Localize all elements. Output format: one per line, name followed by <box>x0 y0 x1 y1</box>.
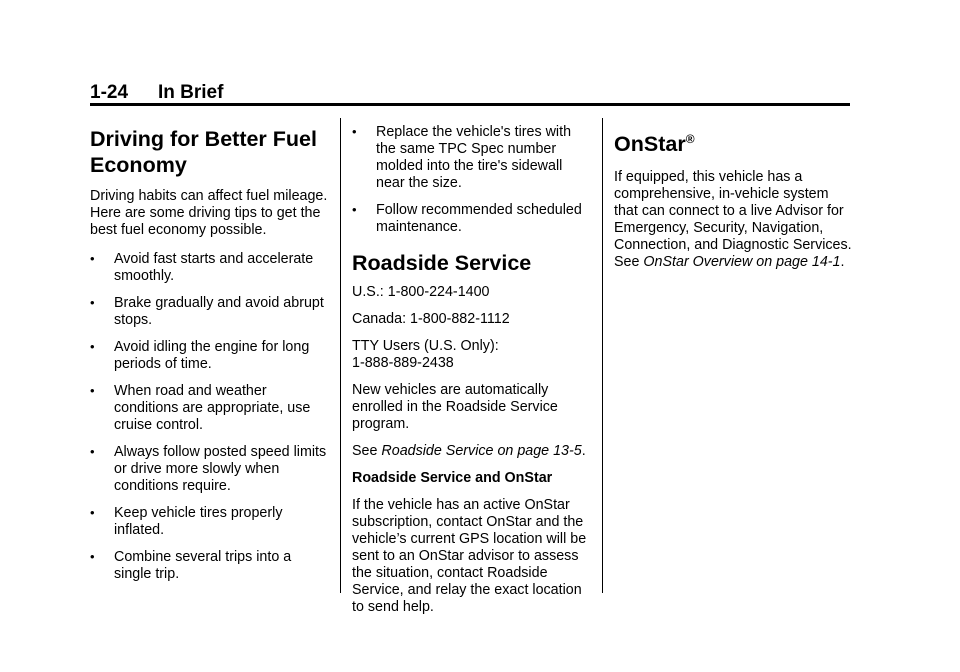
bullet-icon: • <box>90 505 95 520</box>
page-number: 1-24 <box>90 82 129 103</box>
tty-phone: 1-888-889-2438 <box>352 355 454 371</box>
list-item <box>90 505 330 539</box>
list-item <box>90 549 330 583</box>
tip-text: Avoid fast starts and accelerate smoothly. <box>114 251 314 284</box>
tip-text: When road and weather conditions are appropriate, use cruise control. <box>114 383 311 433</box>
bullet-icon: • <box>352 124 357 139</box>
section-title: In Brief <box>158 82 224 103</box>
fuel-economy-intro: Driving habits can affect fuel mileage. Here are some driving tips to get the best fuel economy possible. <box>90 188 328 238</box>
us-phone: U.S.: 1-800-224-1400 <box>352 284 490 300</box>
bullet-icon: • <box>90 444 95 459</box>
list-item <box>90 295 330 329</box>
bullet-icon: • <box>90 295 95 310</box>
list-item <box>352 202 592 236</box>
onstar-body-text: If equipped, this vehicle has a comprehensive, in-vehicle system that can connect to a live Advisor for Emergency, Security, Navigation, Connection, and Diagnostic Services. See <box>614 169 852 271</box>
see-reference <box>352 443 592 460</box>
column-roadside <box>352 118 592 626</box>
tty-label: TTY Users (U.S. Only): <box>352 338 499 354</box>
list-item <box>352 124 592 192</box>
column-divider <box>340 118 341 593</box>
bullet-icon: • <box>90 549 95 564</box>
see-suffix: . <box>581 443 586 459</box>
bullet-icon: • <box>352 202 357 217</box>
list-item <box>90 383 330 434</box>
tip-text: Keep vehicle tires properly inflated. <box>114 505 283 538</box>
roadside-onstar-text: If the vehicle has an active OnStar subscription, contact OnStar and the vehicle’s current GPS location will be sent to an OnStar advisor to assess the situation, contact Roadside Service, and relay the exact location to send help. <box>352 497 587 615</box>
registered-mark: ® <box>685 132 695 146</box>
column-divider <box>602 118 603 593</box>
fuel-tips-list <box>90 251 330 583</box>
tip-text: Replace the vehicle's tires with the same TPC Spec number molded into the tire's sidewall near the size. <box>376 124 572 191</box>
fuel-tips-list-continued <box>352 124 592 236</box>
roadside-onstar-subheading: Roadside Service and OnStar <box>352 470 553 486</box>
fuel-economy-heading: Driving for Better Fuel Economy <box>90 127 317 177</box>
bullet-icon: • <box>90 383 95 398</box>
tip-text: Combine several trips into a single trip. <box>114 549 292 582</box>
list-item <box>90 251 330 285</box>
list-item <box>90 444 330 495</box>
header-divider <box>90 103 850 106</box>
list-item <box>90 339 330 373</box>
tip-text: Follow recommended scheduled maintenance. <box>376 202 582 235</box>
onstar-heading-text: OnStar <box>614 132 686 157</box>
tty-phone-block <box>352 338 592 372</box>
roadside-service-link[interactable]: Roadside Service on page 13-5 <box>381 443 582 459</box>
onstar-body <box>614 169 854 271</box>
roadside-service-heading: Roadside Service <box>352 251 532 275</box>
onstar-overview-link[interactable]: OnStar Overview on page 14-1 <box>643 254 841 271</box>
column-onstar <box>614 118 854 281</box>
onstar-body-suffix: . <box>840 254 845 271</box>
tip-text: Brake gradually and avoid abrupt stops. <box>114 295 324 328</box>
enroll-text: New vehicles are automatically enrolled in the Roadside Service program. <box>352 382 558 432</box>
column-fuel-economy <box>90 118 330 593</box>
tip-text: Always follow posted speed limits or drive more slowly when conditions require. <box>114 444 327 494</box>
bullet-icon: • <box>90 251 95 266</box>
bullet-icon: • <box>90 339 95 354</box>
canada-phone: Canada: 1-800-882-1112 <box>352 311 510 327</box>
tip-text: Avoid idling the engine for long periods of time. <box>114 339 310 372</box>
see-prefix: See <box>352 443 382 459</box>
onstar-heading <box>614 126 854 157</box>
